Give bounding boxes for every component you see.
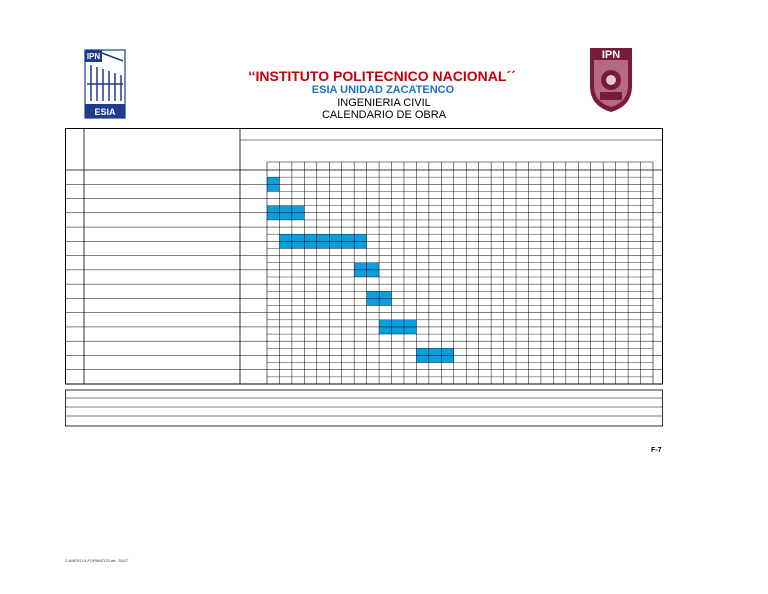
svg-text:IPN: IPN: [601, 49, 621, 61]
gantt-bar-1: [267, 184, 279, 191]
gantt-bar-6: [379, 327, 416, 334]
document-title: CALENDARIO DE OBRA: [321, 109, 447, 121]
career-name: INGENIERIA CIVIL: [337, 97, 431, 109]
svg-text:IPN: IPN: [86, 52, 101, 61]
table-frame: [66, 129, 663, 385]
form-code: F-7: [651, 447, 662, 454]
gantt-bar-3: [279, 234, 366, 241]
gantt-bar-2: [267, 213, 304, 220]
footer-note: 2-ANEXO-4-FORMATOS-de -TAG7: [65, 558, 129, 563]
gantt-bar-7: [416, 348, 453, 355]
gantt-bar-6: [379, 320, 416, 327]
svg-text:ESIA: ESIA: [94, 107, 116, 117]
gantt-bar-2: [267, 206, 304, 213]
observations-box: [66, 390, 663, 426]
schedule-table: [65, 128, 663, 428]
institution-title: ‘‘INSTITUTO POLITECNICO NACIONAL´´: [248, 68, 516, 84]
gantt-bar-7: [416, 355, 453, 362]
school-name: ESIA UNIDAD ZACATENCO: [311, 84, 455, 96]
gantt-bar-1: [267, 177, 279, 184]
gantt-bar-3: [279, 241, 366, 248]
